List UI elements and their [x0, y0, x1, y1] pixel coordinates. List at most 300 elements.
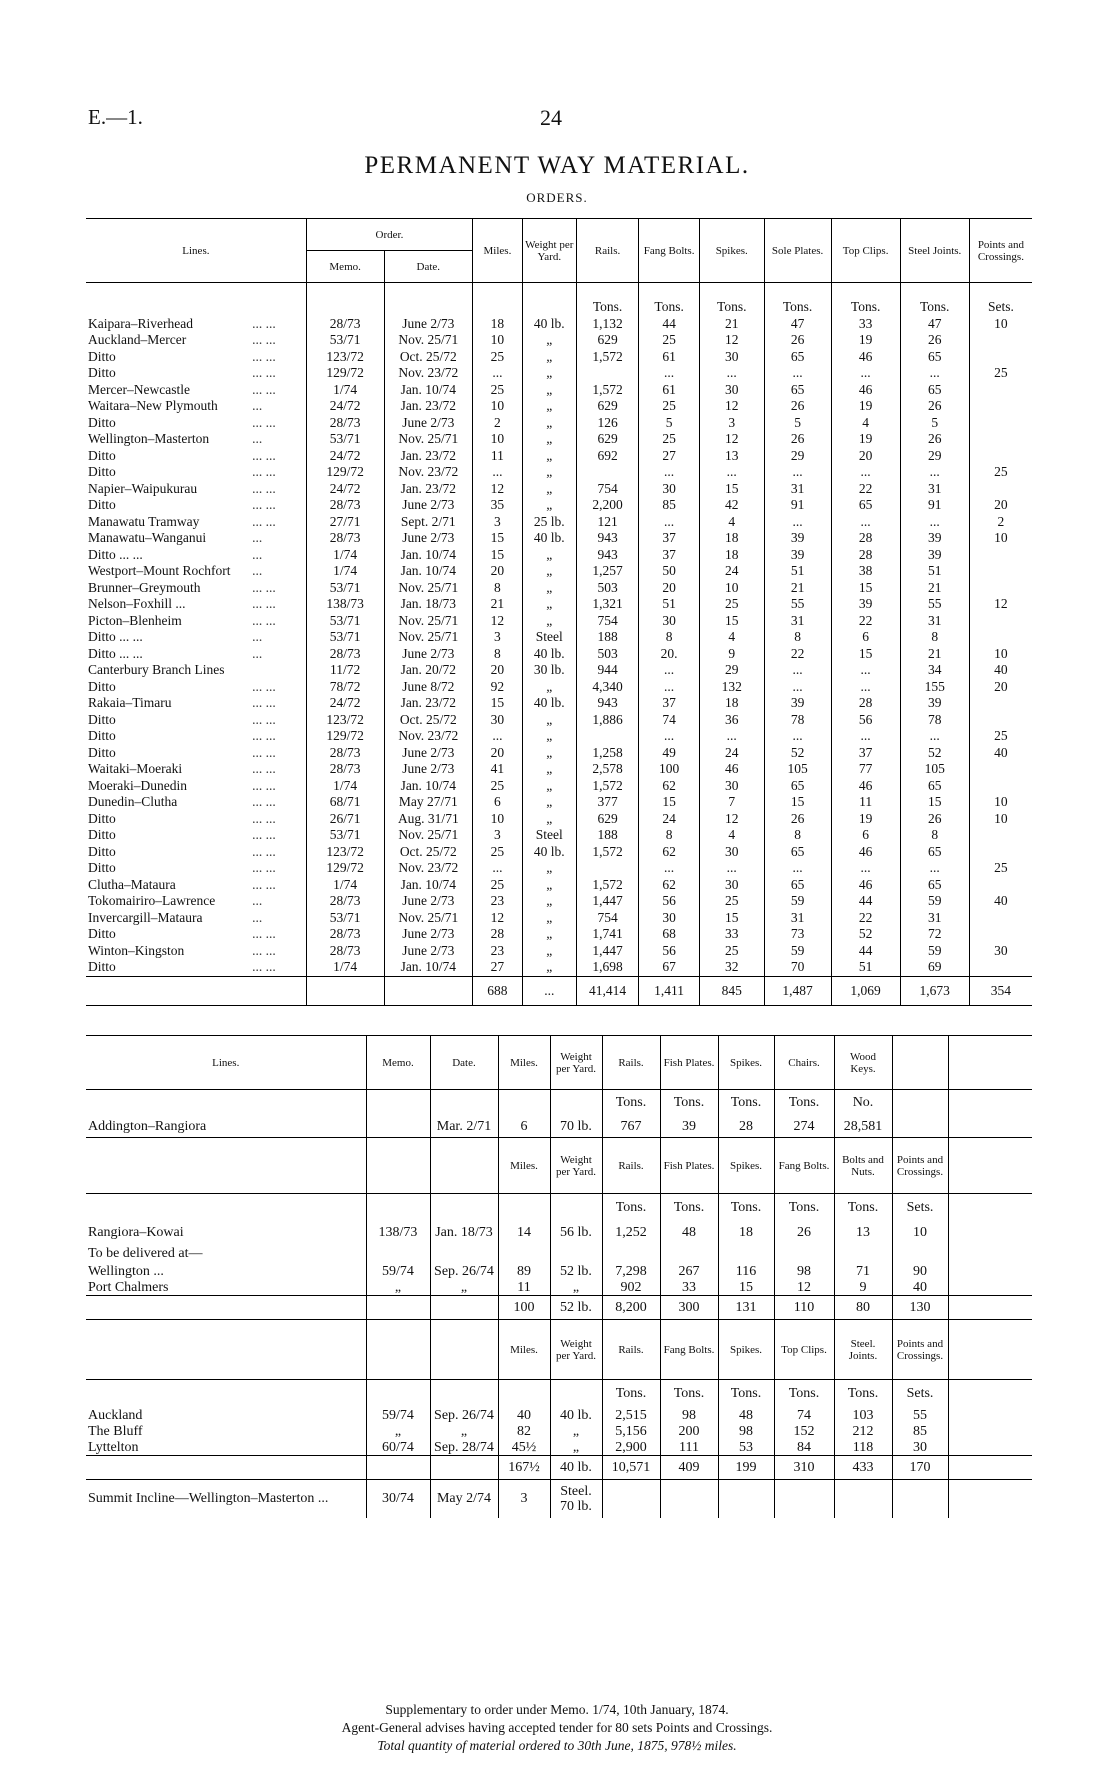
leader-dots: ... ...: [252, 447, 276, 463]
cell: 61: [639, 382, 699, 399]
cell: 2: [473, 415, 523, 432]
cell: [430, 1244, 498, 1264]
cell: 1,321: [576, 596, 639, 613]
cell: 28/73: [306, 926, 384, 943]
leader-dots: ...: [252, 431, 263, 446]
cell: 8: [900, 629, 969, 646]
cell: 8: [639, 827, 699, 844]
cell: [366, 1194, 430, 1222]
line-name: Ditto: [88, 711, 116, 727]
cell: „: [522, 745, 576, 762]
cell: [834, 1244, 892, 1264]
cell: 52: [831, 926, 900, 943]
cell: 129/72: [306, 365, 384, 382]
line-name: Ditto ... ...: [88, 629, 143, 644]
rails: 5,156: [602, 1424, 660, 1440]
table-row: [86, 712, 1032, 729]
cell: ...: [639, 662, 699, 679]
cell: Jan. 10/74: [384, 877, 473, 894]
cell: 754: [576, 481, 639, 498]
cell: 28/73: [306, 530, 384, 547]
cell: 188: [576, 629, 639, 646]
cell: Nov. 25/71: [384, 613, 473, 630]
cell: 3: [473, 629, 523, 646]
cell: 503: [576, 646, 639, 663]
table-row: [86, 316, 1032, 333]
cell: „: [522, 382, 576, 399]
cell: 13: [699, 448, 764, 465]
cell: „: [522, 481, 576, 498]
units-row: [86, 1380, 1032, 1408]
cell: [498, 1194, 550, 1222]
cell: [969, 695, 1032, 712]
line-name: Kaipara–Riverhead: [88, 315, 193, 331]
cell: 74: [639, 712, 699, 729]
cell: 30: [699, 844, 764, 861]
table-row: [86, 943, 1032, 960]
miles: 6: [498, 1116, 550, 1138]
total-cell: 688: [473, 976, 523, 1006]
unit: Sets.: [892, 1194, 948, 1222]
cell: 40: [969, 893, 1032, 910]
cell: 55: [900, 596, 969, 613]
cell: [969, 910, 1032, 927]
table-row: [86, 1280, 1032, 1296]
cell: ...: [473, 728, 523, 745]
cell: 21: [473, 596, 523, 613]
table-row: [86, 464, 1032, 481]
cell: 39: [831, 596, 900, 613]
cell: ...: [639, 728, 699, 745]
table-row: [86, 1116, 1032, 1138]
leader-dots: ...: [252, 530, 263, 545]
cell: 8: [764, 629, 831, 646]
cell: „: [522, 497, 576, 514]
line-name: Ditto: [88, 348, 116, 364]
cell: [430, 1090, 498, 1116]
cell: 30: [699, 877, 764, 894]
cell: 25: [639, 332, 699, 349]
cell: Nov. 25/71: [384, 827, 473, 844]
cell: [430, 1194, 498, 1222]
memo: „: [366, 1280, 430, 1296]
cell: [86, 1296, 366, 1320]
cell: 503: [576, 580, 639, 597]
spikes: 116: [718, 1264, 774, 1280]
cell: 85: [639, 497, 699, 514]
cell: 31: [900, 613, 969, 630]
cell: 73: [764, 926, 831, 943]
col-rails: Rails.: [602, 1036, 660, 1090]
cell: 78/72: [306, 679, 384, 696]
cell: 52: [764, 745, 831, 762]
cell: 754: [576, 910, 639, 927]
cell: Nov. 25/71: [384, 580, 473, 597]
cell: 28: [831, 695, 900, 712]
cell: ...: [900, 464, 969, 481]
cell: 31: [900, 481, 969, 498]
table-row: [86, 563, 1032, 580]
cell: 19: [831, 811, 900, 828]
cell: [366, 1090, 430, 1116]
points: 170: [892, 1456, 948, 1480]
leader-dots: ... ...: [252, 744, 276, 760]
col-fang: Fang Bolts.: [660, 1320, 718, 1380]
cell: 1,572: [576, 349, 639, 366]
cell: [948, 1380, 1032, 1408]
unit-label: Tons.: [900, 283, 969, 316]
cell: ...: [764, 464, 831, 481]
cell: 943: [576, 530, 639, 547]
col-bolts: Bolts and Nuts.: [834, 1138, 892, 1194]
cell: 5: [900, 415, 969, 432]
cell: [86, 1320, 366, 1380]
steel: 433: [834, 1456, 892, 1480]
fish: 267: [660, 1264, 718, 1280]
table-row: [86, 1408, 1032, 1424]
spikes: 18: [718, 1222, 774, 1244]
blank-cell: [306, 976, 384, 1006]
cell: 37: [831, 745, 900, 762]
cell: 692: [576, 448, 639, 465]
cell: 25: [699, 943, 764, 960]
rails: 2,515: [602, 1408, 660, 1424]
top: 152: [774, 1424, 834, 1440]
line-name: Waitaki–Moeraki: [88, 761, 183, 776]
cell: [969, 448, 1032, 465]
cell: ...: [831, 662, 900, 679]
date: „: [430, 1280, 498, 1296]
cell: 18: [699, 530, 764, 547]
cell: 40 lb.: [522, 695, 576, 712]
blank-cell: [522, 283, 576, 316]
cell: [576, 365, 639, 382]
cell: 62: [639, 844, 699, 861]
cell: ...: [764, 728, 831, 745]
leader-dots: ... ...: [252, 827, 276, 842]
cell: ...: [831, 464, 900, 481]
cell: Jan. 10/74: [384, 959, 473, 976]
memo: 30/74: [366, 1480, 430, 1518]
cell: 3: [473, 514, 523, 531]
cell: 65: [900, 877, 969, 894]
cell: Jan. 18/73: [384, 596, 473, 613]
cell: 10: [969, 530, 1032, 547]
rails: 1,252: [602, 1222, 660, 1244]
col-miles: Miles.: [473, 219, 523, 283]
cell: 24/72: [306, 481, 384, 498]
cell: [86, 1138, 366, 1194]
page-header: [0, 105, 1114, 135]
cell: [948, 1456, 1032, 1480]
cell: 1/74: [306, 382, 384, 399]
line-name: Ditto ... ...: [88, 546, 143, 562]
unit: Tons.: [602, 1194, 660, 1222]
cell: 30: [639, 481, 699, 498]
col-rails: Rails.: [602, 1320, 660, 1380]
leader-dots: ... ...: [252, 860, 276, 875]
cell: 10: [969, 646, 1032, 663]
line-name: Ditto: [88, 497, 116, 512]
weight: „: [550, 1440, 602, 1456]
cell: [969, 332, 1032, 349]
cell: 24: [639, 811, 699, 828]
unit: Tons.: [660, 1194, 718, 1222]
fang: 409: [660, 1456, 718, 1480]
cell: 22: [831, 613, 900, 630]
cell: 8: [473, 646, 523, 663]
cell: 51: [900, 563, 969, 580]
cell: ...: [639, 860, 699, 877]
cell: 53/71: [306, 431, 384, 448]
cell: 26: [900, 332, 969, 349]
col-weight: Weight per Yard.: [550, 1138, 602, 1194]
col-rails: Rails.: [602, 1138, 660, 1194]
leader-dots: ...: [252, 909, 263, 925]
col-fang-bolts: Fang Bolts.: [639, 219, 699, 283]
leader-dots: ...: [252, 629, 263, 644]
cell: 34: [900, 662, 969, 679]
bolts: 13: [834, 1222, 892, 1244]
cell: 629: [576, 811, 639, 828]
cell: 1,572: [576, 844, 639, 861]
cell: [969, 959, 1032, 976]
cell: 21: [900, 580, 969, 597]
cell: 9: [699, 646, 764, 663]
miles: 167½: [498, 1456, 550, 1480]
cell: 55: [764, 596, 831, 613]
cell: 37: [639, 547, 699, 564]
cell: „: [522, 398, 576, 415]
cell: 18: [699, 695, 764, 712]
cell: „: [522, 811, 576, 828]
cell: 377: [576, 794, 639, 811]
cell: 46: [831, 382, 900, 399]
cell: „: [522, 893, 576, 910]
date: „: [430, 1424, 498, 1440]
cell: 28/73: [306, 316, 384, 333]
table-row: [86, 1244, 1032, 1264]
blank-cell: [306, 283, 384, 316]
unit: Tons.: [602, 1090, 660, 1116]
cell: 1/74: [306, 877, 384, 894]
table-row: [86, 629, 1032, 646]
cell: 20: [831, 448, 900, 465]
table-row: [86, 761, 1032, 778]
cell: 56: [639, 893, 699, 910]
col-wood: Wood Keys.: [834, 1036, 892, 1090]
cell: 4: [699, 827, 764, 844]
cell: [774, 1480, 834, 1518]
cell: 8: [900, 827, 969, 844]
cell: 37: [639, 530, 699, 547]
cell: 25: [639, 398, 699, 415]
unit: Tons.: [834, 1194, 892, 1222]
cell: 21: [764, 580, 831, 597]
table-row: [86, 695, 1032, 712]
cell: 18: [699, 547, 764, 564]
cell: [969, 580, 1032, 597]
orders-table: [86, 218, 1032, 1006]
line-name: Ditto: [88, 414, 116, 430]
unit: No.: [834, 1090, 892, 1116]
cell: Jan. 23/72: [384, 448, 473, 465]
cell: 1,132: [576, 316, 639, 333]
cell: [892, 1116, 948, 1138]
leader-dots: ... ...: [252, 464, 276, 479]
chairs: 274: [774, 1116, 834, 1138]
weight: „: [550, 1280, 602, 1296]
cell: 6: [473, 794, 523, 811]
leader-dots: ... ...: [252, 942, 276, 958]
table-row: [86, 530, 1032, 547]
cell: 126: [576, 415, 639, 432]
cell: 15: [473, 695, 523, 712]
cell: 39: [900, 695, 969, 712]
header-row: [86, 1320, 1032, 1380]
col-fish: Fish Plates.: [660, 1036, 718, 1090]
cell: 49: [639, 745, 699, 762]
cell: 30: [639, 910, 699, 927]
cell: 155: [900, 679, 969, 696]
line-name: Invercargill–Mataura: [88, 909, 203, 925]
cell: „: [522, 926, 576, 943]
cell: 51: [831, 959, 900, 976]
col-miles: Miles.: [498, 1320, 550, 1380]
cell: 132: [699, 679, 764, 696]
cell: 15: [699, 481, 764, 498]
cell: 24: [699, 745, 764, 762]
cell: 19: [831, 398, 900, 415]
footnote-supplementary: Supplementary to order under Memo. 1/74, 10th January, 1874.: [385, 1702, 729, 1717]
cell: Oct. 25/72: [384, 844, 473, 861]
cell: 29: [900, 448, 969, 465]
fish: 33: [660, 1280, 718, 1296]
cell: [366, 1296, 430, 1320]
col-fang: Fang Bolts.: [774, 1138, 834, 1194]
points: 90: [892, 1264, 948, 1280]
col-points: Points and Crossings.: [892, 1320, 948, 1380]
col-date: Date.: [430, 1036, 498, 1090]
memo: 60/74: [366, 1440, 430, 1456]
cell: 15: [831, 646, 900, 663]
leader-dots: ... ...: [252, 695, 276, 710]
cell: ...: [764, 514, 831, 531]
line-name: Ditto: [88, 728, 116, 743]
line-name: Addington–Rangiora: [88, 1118, 207, 1134]
rails: 902: [602, 1280, 660, 1296]
cell: [948, 1280, 1032, 1296]
cell: 39: [900, 530, 969, 547]
cell: ...: [699, 365, 764, 382]
header-row: [86, 1036, 1032, 1090]
cell: 25: [639, 431, 699, 448]
leader-dots: ... ...: [252, 843, 276, 859]
cell: 20: [639, 580, 699, 597]
cell: Jan. 10/74: [384, 382, 473, 399]
unit: Tons.: [774, 1090, 834, 1116]
miles: 82: [498, 1424, 550, 1440]
cell: 1,447: [576, 943, 639, 960]
col-memo: Memo.: [366, 1036, 430, 1090]
memo: „: [366, 1424, 430, 1440]
cell: [969, 547, 1032, 564]
cell: 53/71: [306, 629, 384, 646]
leader-dots: ... ...: [252, 810, 276, 826]
table-row: [86, 596, 1032, 613]
cell: 25 lb.: [522, 514, 576, 531]
table-row: [86, 448, 1032, 465]
cell: 24/72: [306, 398, 384, 415]
cell: ...: [831, 514, 900, 531]
cell: 40 lb.: [522, 646, 576, 663]
col-fish: Fish Plates.: [660, 1138, 718, 1194]
points: 40: [892, 1280, 948, 1296]
line-name: Westport–Mount Rochfort: [88, 563, 231, 578]
fish: 300: [660, 1296, 718, 1320]
cell: Nov. 23/72: [384, 365, 473, 382]
cell: 65: [764, 844, 831, 861]
cell: ...: [699, 860, 764, 877]
cell: „: [522, 464, 576, 481]
cell: 47: [900, 316, 969, 333]
cell: 20: [473, 563, 523, 580]
unit: Tons.: [774, 1194, 834, 1222]
date: Sep. 28/74: [430, 1440, 498, 1456]
units-row: [86, 283, 1032, 316]
memo: 59/74: [366, 1264, 430, 1280]
cell: 31: [900, 910, 969, 927]
cell: Jan. 23/72: [384, 398, 473, 415]
delivery-table: [86, 1035, 1032, 1518]
table-row: [86, 926, 1032, 943]
cell: 15: [639, 794, 699, 811]
cell: 8: [764, 827, 831, 844]
line-name: Napier–Waipukurau: [88, 480, 198, 496]
cell: [718, 1244, 774, 1264]
cell: 15: [473, 547, 523, 564]
cell: Jan. 10/74: [384, 778, 473, 795]
cell: [969, 629, 1032, 646]
cell: 26: [900, 431, 969, 448]
cell: 30: [473, 712, 523, 729]
cell: 30: [699, 382, 764, 399]
line-name: Summit Incline—Wellington–Masterton ...: [86, 1480, 366, 1518]
line-name: Ditto: [88, 827, 116, 842]
cell: 11: [473, 448, 523, 465]
col-points: Points and Crossings.: [969, 219, 1032, 283]
cell: ...: [473, 860, 523, 877]
table-row: [86, 431, 1032, 448]
wood: 28,581: [834, 1116, 892, 1138]
table-row: [86, 481, 1032, 498]
table-row: [86, 877, 1032, 894]
table-row: [86, 497, 1032, 514]
cell: 10: [969, 316, 1032, 333]
cell: [948, 1222, 1032, 1244]
cell: 37: [639, 695, 699, 712]
cell: [550, 1090, 602, 1116]
line-name: Dunedin–Clutha: [88, 794, 178, 809]
cell: [550, 1380, 602, 1408]
line-name: Ditto: [88, 678, 116, 694]
total-cell: 1,673: [900, 976, 969, 1006]
cell: [892, 1036, 948, 1090]
cell: 15: [900, 794, 969, 811]
weight: 40 lb.: [550, 1456, 602, 1480]
table-row: [86, 398, 1032, 415]
unit: Tons.: [660, 1380, 718, 1408]
